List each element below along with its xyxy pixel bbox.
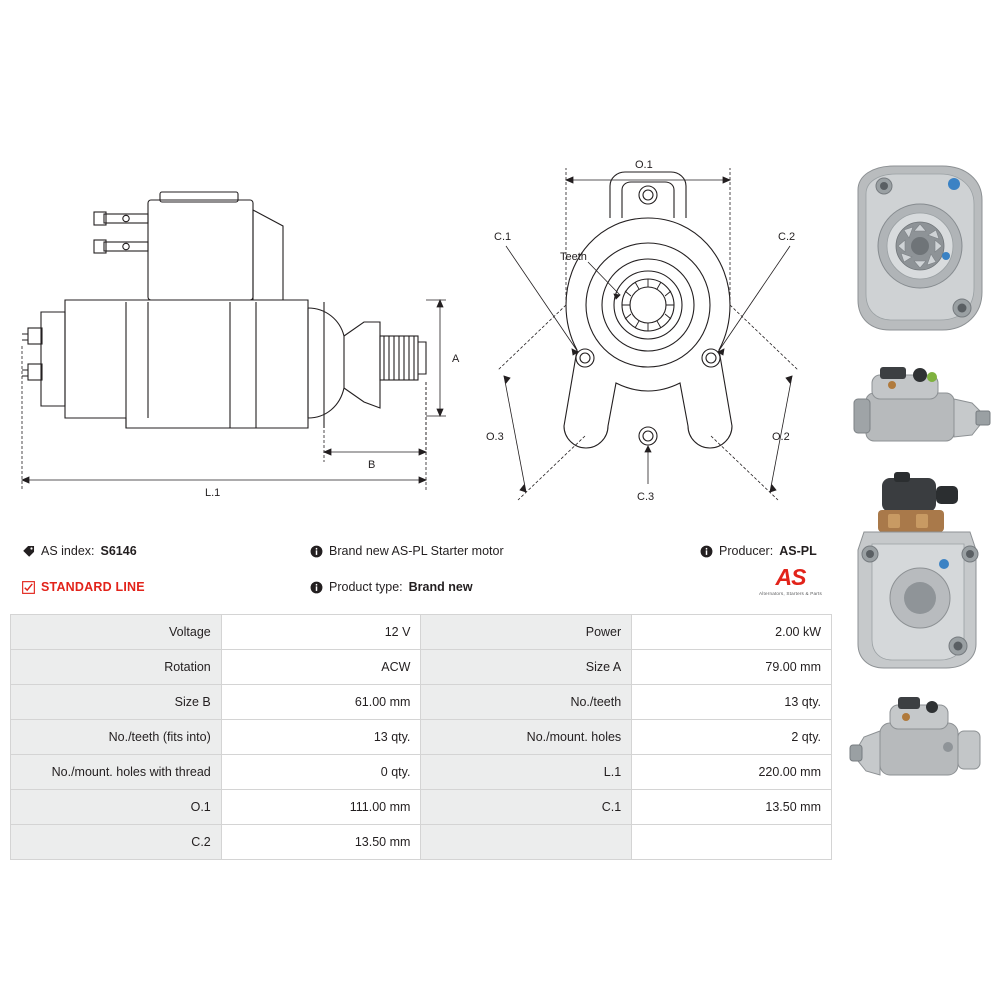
as-index-line <box>22 540 302 562</box>
dim-label-c1: C.1 <box>494 231 512 243</box>
producer-value: AS-PL <box>779 544 817 558</box>
spec-key: Voltage <box>11 615 222 650</box>
label-teeth: Teeth <box>560 251 587 263</box>
description-label: Brand new AS-PL Starter motor <box>329 544 504 558</box>
aspl-logo-mark: AS <box>775 564 806 590</box>
product-type-value: Brand new <box>408 580 473 594</box>
technical-drawings <box>0 0 835 520</box>
aspl-logo-subtitle: Alternators, Starters & Parts <box>759 591 822 596</box>
spec-key: No./teeth (fits into) <box>11 720 222 755</box>
spec-key: Size A <box>421 650 632 685</box>
spec-key: C.1 <box>421 790 632 825</box>
spec-value: 13 qty. <box>632 685 832 720</box>
spec-key: Size B <box>11 685 222 720</box>
aspl-logo <box>748 566 833 596</box>
dim-label-c2: C.2 <box>778 231 796 243</box>
table-row <box>11 790 832 825</box>
description-line <box>310 540 690 562</box>
starter-side-view-drawing <box>8 150 468 520</box>
spec-key: O.1 <box>11 790 222 825</box>
info-icon <box>700 545 713 558</box>
standard-line-row <box>22 576 302 598</box>
dim-label-c3: C.3 <box>637 491 655 503</box>
info-column-description <box>310 540 690 598</box>
info-column-producer <box>700 540 900 562</box>
table-row <box>11 720 832 755</box>
as-index-label: AS index: <box>41 544 95 558</box>
spec-value: 61.00 mm <box>221 685 421 720</box>
spec-key: L.1 <box>421 755 632 790</box>
spec-value: 111.00 mm <box>221 790 421 825</box>
dim-label-a: A <box>452 353 460 365</box>
spec-value: 12 V <box>221 615 421 650</box>
dim-label-o2: O.2 <box>772 431 790 443</box>
info-icon <box>310 581 323 594</box>
table-row <box>11 755 832 790</box>
table-row <box>11 650 832 685</box>
spec-value: 13.50 mm <box>221 825 421 860</box>
spec-value: 13.50 mm <box>632 790 832 825</box>
spec-key: Rotation <box>11 650 222 685</box>
spec-value: 2 qty. <box>632 720 832 755</box>
product-photo-angled <box>836 687 996 797</box>
spec-key: Power <box>421 615 632 650</box>
spec-key: No./mount. holes <box>421 720 632 755</box>
dim-label-l1: L.1 <box>205 487 221 499</box>
spec-value: 0 qty. <box>221 755 421 790</box>
product-type-label: Product type: <box>329 580 403 594</box>
table-row <box>11 825 832 860</box>
dim-label-b: B <box>368 459 376 471</box>
spec-value: 79.00 mm <box>632 650 832 685</box>
spec-key: C.2 <box>11 825 222 860</box>
spec-key: No./mount. holes with thread <box>11 755 222 790</box>
producer-line <box>700 540 900 562</box>
product-photo-column <box>836 160 996 806</box>
product-type-line <box>310 576 690 598</box>
spec-value: 13 qty. <box>221 720 421 755</box>
spec-key: No./teeth <box>421 685 632 720</box>
specification-table <box>10 614 832 860</box>
standard-line-label: STANDARD LINE <box>41 580 145 594</box>
info-column-index <box>22 540 302 598</box>
checkbox-icon <box>22 581 35 594</box>
spec-value: 2.00 kW <box>632 615 832 650</box>
tag-icon <box>22 545 35 558</box>
table-row <box>11 685 832 720</box>
spec-value: 220.00 mm <box>632 755 832 790</box>
spec-value-empty <box>632 825 832 860</box>
as-index-value: S6146 <box>100 544 137 558</box>
product-photo-solenoid <box>836 468 996 678</box>
product-photo-front <box>836 160 996 340</box>
dim-label-o1: O.1 <box>635 159 653 171</box>
dim-label-o3: O.3 <box>486 431 504 443</box>
info-icon <box>310 545 323 558</box>
spec-key-empty <box>421 825 632 860</box>
spec-value: ACW <box>221 650 421 685</box>
starter-front-view-drawing <box>470 140 835 520</box>
table-row <box>11 615 832 650</box>
product-info <box>10 540 832 608</box>
product-photo-side <box>836 349 996 459</box>
producer-label: Producer: <box>719 544 774 558</box>
